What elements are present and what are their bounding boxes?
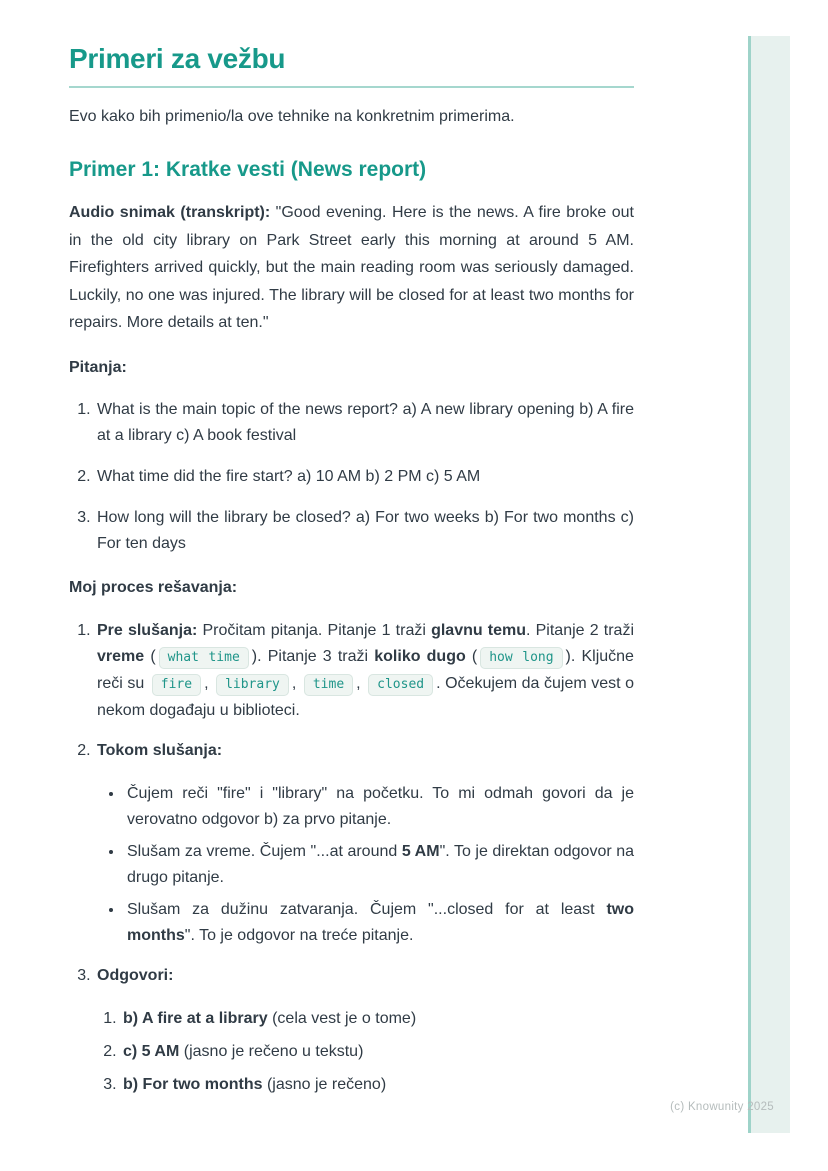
section-heading: Primer 1: Kratke vesti (News report) <box>69 158 427 181</box>
text-segment: b) A fire at a library <box>123 1009 268 1027</box>
question-item-1: 1. What is the main topic of the news report? a) A new library opening b) A fire at a library c) A book festival <box>95 397 634 449</box>
question-item-3: 3. How long will the library be closed? a) For two weeks b) For two months c) For ten days <box>95 505 634 557</box>
page-edge-panel <box>751 36 790 1133</box>
observation-item-2 <box>124 839 634 891</box>
text-segment: Čujem reči "fire" i "library" na početku. To mi odmah govori da je verovatno odgovor b) za prvo pitanje. <box>127 784 634 828</box>
text-segment: ). Ključne reči su <box>97 647 634 692</box>
observation-item-3 <box>124 897 634 949</box>
text-segment: , <box>204 674 214 692</box>
text-segment: . Očekujem da čujem vest o nekom događaju u biblioteci. <box>97 674 634 719</box>
text-segment: (cela vest je o tome) <box>267 1009 417 1027</box>
process-list <box>69 618 634 1098</box>
process-heading: Moj proces rešavanja: <box>69 579 238 597</box>
text-segment: Pre slušanja: <box>97 621 198 639</box>
text-segment: Tokom slušanja: <box>97 741 223 759</box>
process-step-during-listening <box>95 738 634 949</box>
text-segment: Pročitam pitanja. Pitanje 1 traži <box>197 621 432 639</box>
text-segment: ). Pitanje 3 traži <box>251 647 375 665</box>
keyword-chip: library <box>216 674 289 696</box>
keyword-chip: time <box>304 674 353 696</box>
questions-list <box>69 397 634 557</box>
text-segment: Audio snimak (transkript): <box>69 204 271 222</box>
during-listening-list <box>97 781 634 949</box>
text-segment: ". To je odgovor na treće pitanje. <box>184 926 414 944</box>
keyword-chip: fire <box>152 674 201 696</box>
copyright-footer: (c) Knowunity 2025 <box>670 1101 774 1113</box>
questions-heading: Pitanja: <box>69 358 127 376</box>
text-segment: . Pitanje 2 traži <box>526 621 635 639</box>
process-step-label <box>97 742 222 759</box>
answer-item-1 <box>121 1006 634 1032</box>
question-item-2: 2. What time did the fire start? a) 10 AM b) 2 PM c) 5 AM <box>95 464 634 490</box>
text-segment: Odgovori: <box>97 966 174 984</box>
text-segment: ( <box>465 647 478 665</box>
text-segment: ( <box>144 647 156 665</box>
text-segment: c) 5 AM <box>123 1042 180 1060</box>
keyword-chip: how long <box>480 647 562 669</box>
process-step-label <box>97 967 173 984</box>
text-segment: ". To je direktan odgovor na drugo pitanje. <box>127 842 635 886</box>
process-step-before-listening <box>95 618 634 724</box>
text-segment: (jasno je rečeno u tekstu) <box>179 1042 364 1060</box>
text-segment: , <box>291 674 301 692</box>
transcript-paragraph <box>69 199 634 337</box>
keyword-chip: what time <box>159 647 249 669</box>
text-segment: koliko dugo <box>374 647 466 665</box>
title-underline <box>69 86 634 88</box>
page-title: Primeri za vežbu <box>69 43 286 74</box>
text-segment: (jasno je rečeno) <box>262 1075 387 1093</box>
answers-list <box>97 1006 634 1098</box>
keyword-chip: closed <box>368 674 433 696</box>
text-segment: "Good evening. Here is the news. A fire broke out in the old city library on Park Street early this morning at around 5 AM. Firefighters arrived quickly, but the main reading room was seriously damaged. Luckily, no one was injured. The library will be closed for at least two months for repairs. More details at ten." <box>69 204 634 332</box>
text-segment: 5 AM <box>401 842 440 860</box>
observation-item-1 <box>124 781 634 833</box>
text-segment: vreme <box>97 647 145 665</box>
answer-item-2 <box>121 1039 634 1065</box>
document-content <box>69 0 634 1105</box>
text-segment: Slušam za vreme. Čujem "...at around <box>127 842 402 860</box>
text-segment: glavnu temu <box>431 621 527 639</box>
answer-item-3 <box>121 1072 634 1098</box>
text-segment: , <box>356 674 366 692</box>
process-step-answers <box>95 963 634 1098</box>
intro-text: Evo kako bih primenio/la ove tehnike na konkretnim primerima. <box>69 108 515 125</box>
text-segment: two months <box>127 900 634 944</box>
text-segment: Slušam za dužinu zatvaranja. Čujem "...closed for at least <box>127 900 607 918</box>
text-segment: b) For two months <box>123 1075 263 1093</box>
